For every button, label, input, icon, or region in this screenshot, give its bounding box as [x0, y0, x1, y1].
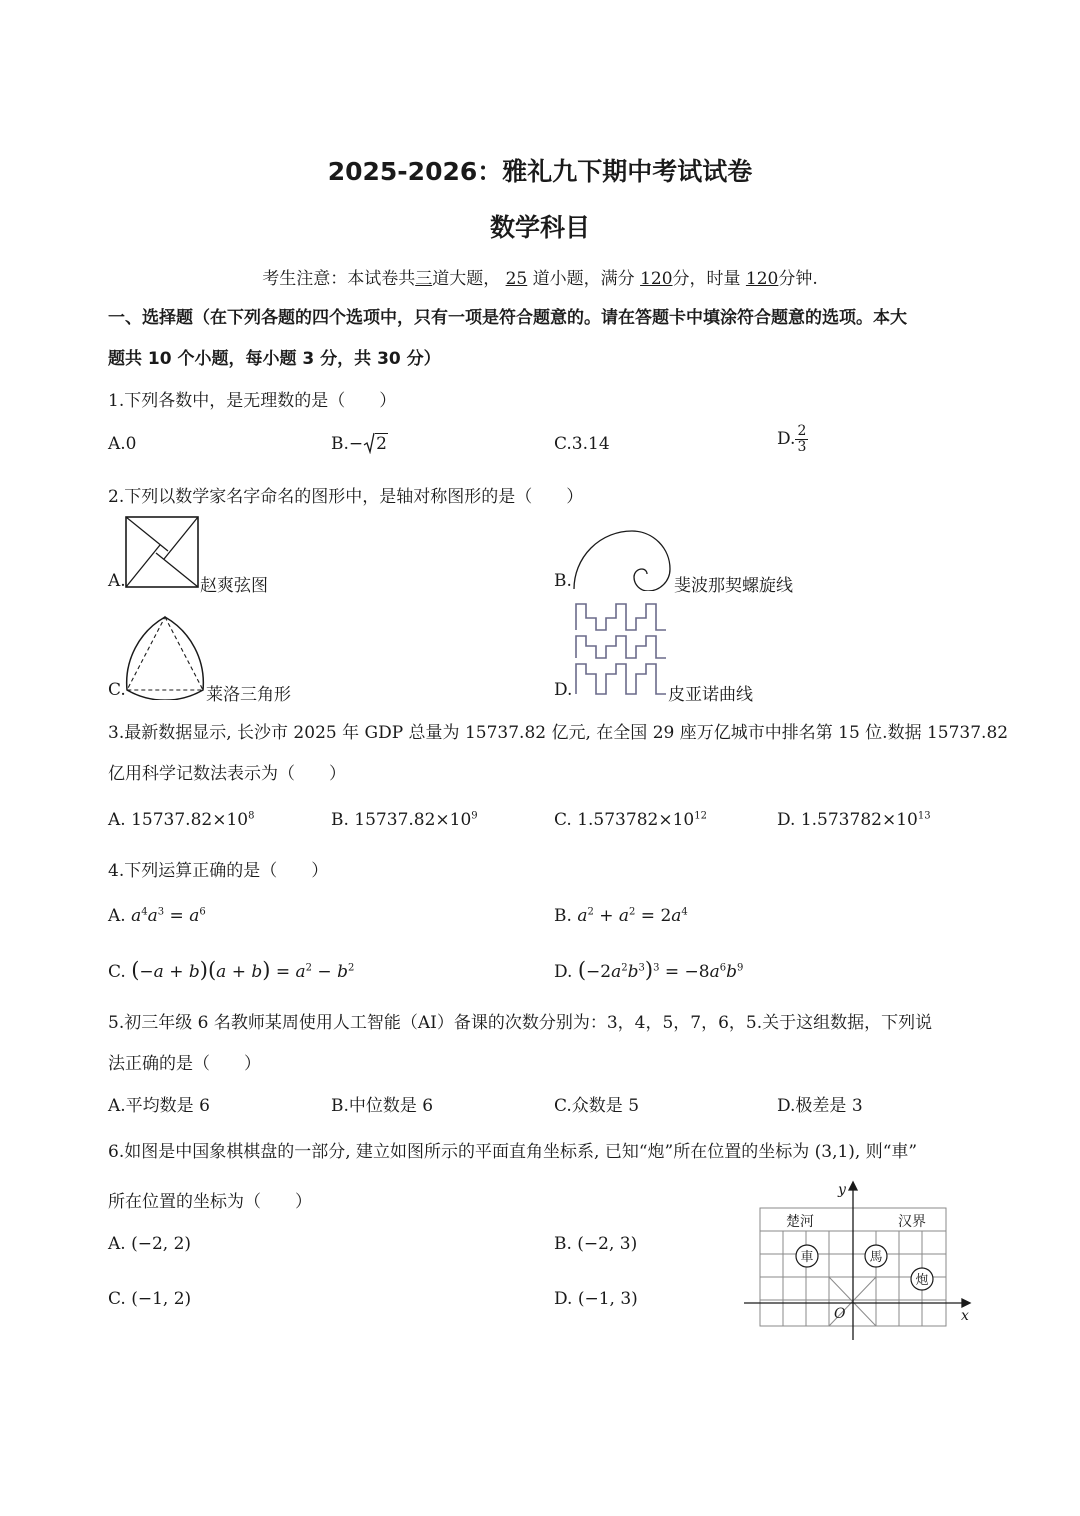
- notice-mid1: 道大题，: [432, 269, 501, 289]
- board-river-right: 汉界: [898, 1214, 926, 1230]
- q3-option-a-base: A. 15737.82×10: [108, 810, 249, 830]
- q2-option-d-prefix: D.: [554, 680, 573, 700]
- q1-option-b-radicand: 2: [376, 434, 387, 454]
- section1-heading-line1: 一、选择题（在下列各题的四个选项中，只有一项是符合题意的。请在答题卡中填涂符合题意的选项。本大: [108, 308, 907, 328]
- notice-score: 120: [640, 269, 673, 289]
- q3-option-a-exp: 8: [248, 810, 255, 822]
- q5-option-b: B.中位数是 6: [331, 1096, 434, 1116]
- q5-option-d: D.极差是 3: [777, 1096, 863, 1116]
- q3-option-a: [108, 810, 254, 830]
- q6-stem-line2: 所在位置的坐标为（ ）: [108, 1192, 312, 1212]
- sqrt-sign-icon: [363, 432, 375, 454]
- q4-option-c-prefix: C.: [108, 962, 126, 982]
- notice-time: 120: [745, 269, 779, 289]
- q4-option-b-prefix: B.: [554, 906, 572, 926]
- fibonacci-spiral-diagram: [568, 523, 678, 591]
- exam-title: 2025-2026：雅礼九下期中考试试卷: [327, 157, 753, 186]
- q2-option-b-name: 斐波那契螺旋线: [674, 576, 793, 596]
- subject-title: 数学科目: [489, 213, 590, 242]
- notice-mid2: 道小题，满分: [532, 269, 635, 289]
- q2-option-d-name: 皮亚诺曲线: [668, 685, 753, 705]
- board-river-left: 楚河: [786, 1214, 814, 1230]
- q1-stem: 1.下列各数中，是无理数的是（ ）: [108, 391, 397, 411]
- piece-che: 車: [800, 1250, 814, 1265]
- q1-option-b-minus: −: [348, 434, 364, 454]
- q3-stem-line1: 3.最新数据显示, 长沙市 2025 年 GDP 总量为 15737.82 亿元, 在全国 29 座万亿城市中排名第 15 位.数据 15737.82: [108, 723, 1009, 743]
- q1-option-d-numerator: 2: [797, 423, 807, 439]
- chess-board-diagram: [740, 1178, 976, 1342]
- q6-option-a: A. (−2, 2): [108, 1234, 192, 1254]
- notice-prefix: 考生注意：本试卷共: [262, 269, 416, 289]
- q5-stem-line2: 法正确的是（ ）: [108, 1054, 261, 1074]
- q1-option-c: C.3.14: [554, 434, 610, 454]
- q1-option-d-fraction: [795, 424, 808, 455]
- q2-option-c-name: 莱洛三角形: [206, 685, 291, 705]
- q3-option-b-exp: 9: [471, 810, 478, 822]
- peano-curve-diagram: [572, 602, 670, 696]
- origin-label: O: [834, 1306, 846, 1322]
- q1-option-d: [777, 424, 808, 455]
- q4-option-b: B. $a^2 + a^2 = 2a^4$: [554, 906, 688, 926]
- q3-option-d: [777, 810, 931, 830]
- q5-option-c: C.众数是 5: [554, 1096, 640, 1116]
- zhao-shuang-diagram: [124, 515, 202, 589]
- q4-option-a: A. $a^4a^3 = a^6$: [108, 906, 206, 926]
- piece-pao: 炮: [915, 1273, 929, 1288]
- axis-y-label: y: [838, 1182, 846, 1198]
- q6-option-d: D. (−1, 3): [554, 1289, 638, 1309]
- q1-option-a: A.0: [108, 434, 137, 454]
- q3-option-b-base: B. 15737.82×10: [331, 810, 472, 830]
- q3-option-c-exp: 12: [694, 810, 707, 822]
- q2-stem: 2.下列以数学家名字命名的图形中，是轴对称图形的是（ ）: [108, 487, 584, 507]
- axis-x-label: x: [961, 1308, 969, 1324]
- q2-option-a-prefix: A.: [108, 571, 126, 591]
- reuleaux-triangle-diagram: [122, 612, 208, 700]
- notice-questions: 25: [505, 269, 528, 289]
- q2-option-c-prefix: C.: [108, 680, 126, 700]
- q6-option-b: B. (−2, 3): [554, 1234, 638, 1254]
- exam-notice: [0, 264, 1080, 289]
- piece-ma: 馬: [869, 1250, 883, 1265]
- q3-option-d-exp: 13: [917, 810, 931, 822]
- q6-stem-line1: 6.如图是中国象棋棋盘的一部分, 建立如图所示的平面直角坐标系, 已知“炮”所在位置的坐标为 (3,1), 则“車”: [108, 1142, 918, 1162]
- q3-option-d-base: D. 1.573782×10: [777, 810, 918, 830]
- q2-option-b-prefix: B.: [554, 571, 572, 591]
- q4-option-c: C. $(-a + b)(a + b) = a^2 - b^2$: [108, 958, 355, 982]
- q5-option-a: A.平均数是 6: [108, 1096, 210, 1116]
- notice-end: 分钟.: [778, 269, 818, 289]
- notice-sections: 三: [415, 269, 433, 289]
- q3-option-b: [331, 810, 478, 830]
- notice-mid3: 分，时量: [672, 269, 741, 289]
- q2-option-a-name: 赵爽弦图: [200, 576, 268, 596]
- q4-option-d: D. $(-2a^2b^3)^3 = -8a^6b^9$: [554, 958, 744, 982]
- q1-option-d-denominator: 3: [797, 439, 807, 455]
- section1-heading-line2: 题共 10 个小题，每小题 3 分，共 30 分）: [108, 349, 441, 369]
- q4-option-a-prefix: A.: [108, 906, 126, 926]
- q1-option-b-prefix: B.: [331, 434, 349, 454]
- q5-stem-line1: 5.初三年级 6 名教师某周使用人工智能（AI）备课的次数分别为：3，4，5，7，6，5.关于这组数据，下列说: [108, 1013, 933, 1033]
- q6-option-c: C. (−1, 2): [108, 1289, 192, 1309]
- q1-option-b: [331, 432, 388, 454]
- q3-option-c-base: C. 1.573782×10: [554, 810, 695, 830]
- q4-option-d-prefix: D.: [554, 962, 573, 982]
- q3-stem-line2: 亿用科学记数法表示为（ ）: [108, 764, 346, 784]
- q1-option-d-prefix: D.: [777, 429, 796, 449]
- q3-option-c: [554, 810, 707, 830]
- q4-stem: 4.下列运算正确的是（ ）: [108, 861, 329, 881]
